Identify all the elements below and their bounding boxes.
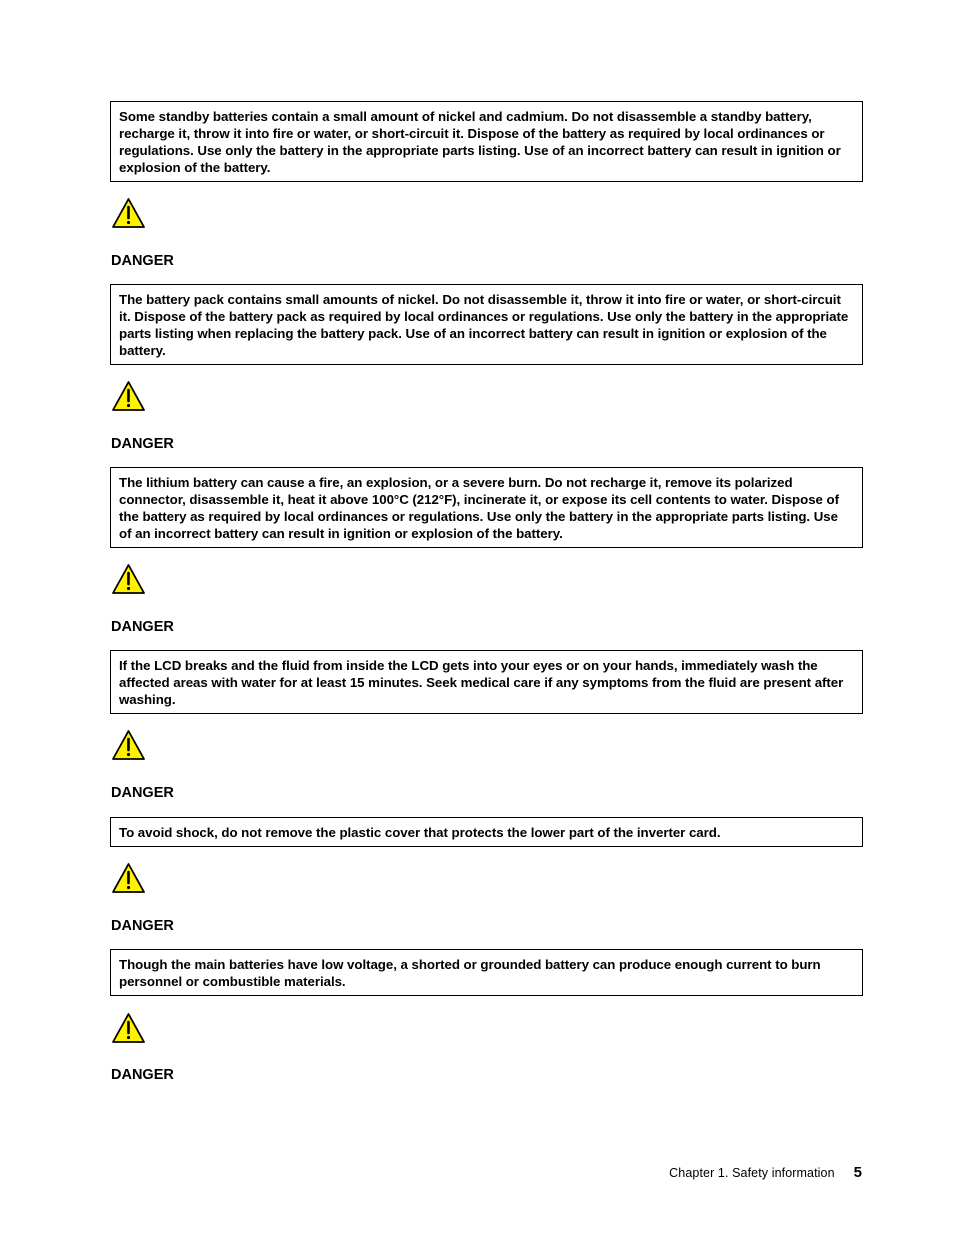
warning-triangle-icon	[111, 563, 146, 595]
notice-text: If the LCD breaks and the fluid from inside the LCD gets into your eyes or on your hands, immediately wash the affected areas with water for at least 15 minutes. Seek medical care if any symptoms from the fluid are present after washing.	[119, 658, 844, 707]
notice-text: The battery pack contains small amounts of nickel. Do not disassemble it, throw it into fire or water, or short-circuit it. Dispose of the battery pack as required by local ordinances or regulations. Use only the battery in the appropriate parts listing when replacing the battery pack. Use of an incorrect battery can result in ignition or explosion of the battery.	[119, 292, 849, 358]
notice-text: The lithium battery can cause a fire, an explosion, or a severe burn. Do not recharge it, remove its polarized connector, disassemble it, heat it above 100°C (212°F), incinerate it, or expose its cell contents to water. Dispose of the battery as required by local ordinances or regulations. Use only the battery in the appropriate parts listing. Use of an incorrect battery can result in ignition or explosion of the battery.	[119, 475, 839, 541]
danger-heading: DANGER	[111, 918, 174, 934]
notice-box-lcd-fluid	[110, 650, 863, 714]
warning-triangle-icon	[111, 380, 146, 412]
notice-box-lithium-battery	[110, 467, 863, 548]
danger-heading: DANGER	[111, 785, 174, 801]
danger-heading: DANGER	[111, 1067, 174, 1083]
notice-text: Though the main batteries have low voltage, a shorted or grounded battery can produce enough current to burn personnel or combustible materials.	[119, 957, 821, 989]
footer-chapter: Chapter 1. Safety information	[669, 1166, 835, 1180]
warning-triangle-icon	[111, 197, 146, 229]
danger-heading: DANGER	[111, 253, 174, 269]
notice-box-main-batteries	[110, 949, 863, 996]
page-number: 5	[853, 1164, 862, 1181]
warning-triangle-icon	[111, 729, 146, 761]
notice-box-inverter-card	[110, 817, 863, 847]
page-footer	[669, 1164, 862, 1182]
warning-triangle-icon	[111, 1012, 146, 1044]
notice-text: Some standby batteries contain a small amount of nickel and cadmium. Do not disassemble a standby battery, recharge it, throw it into fire or water, or short-circuit it. Dispose of the battery as required by local ordinances or regulations. Use only the battery in the appropriate parts listing. Use of an incorrect battery can result in ignition or explosion of the battery.	[119, 109, 841, 175]
notice-box-standby-battery	[110, 101, 863, 182]
notice-text: To avoid shock, do not remove the plastic cover that protects the lower part of the inverter card.	[119, 825, 721, 840]
warning-triangle-icon	[111, 862, 146, 894]
notice-box-battery-pack	[110, 284, 863, 365]
danger-heading: DANGER	[111, 436, 174, 452]
danger-heading: DANGER	[111, 619, 174, 635]
